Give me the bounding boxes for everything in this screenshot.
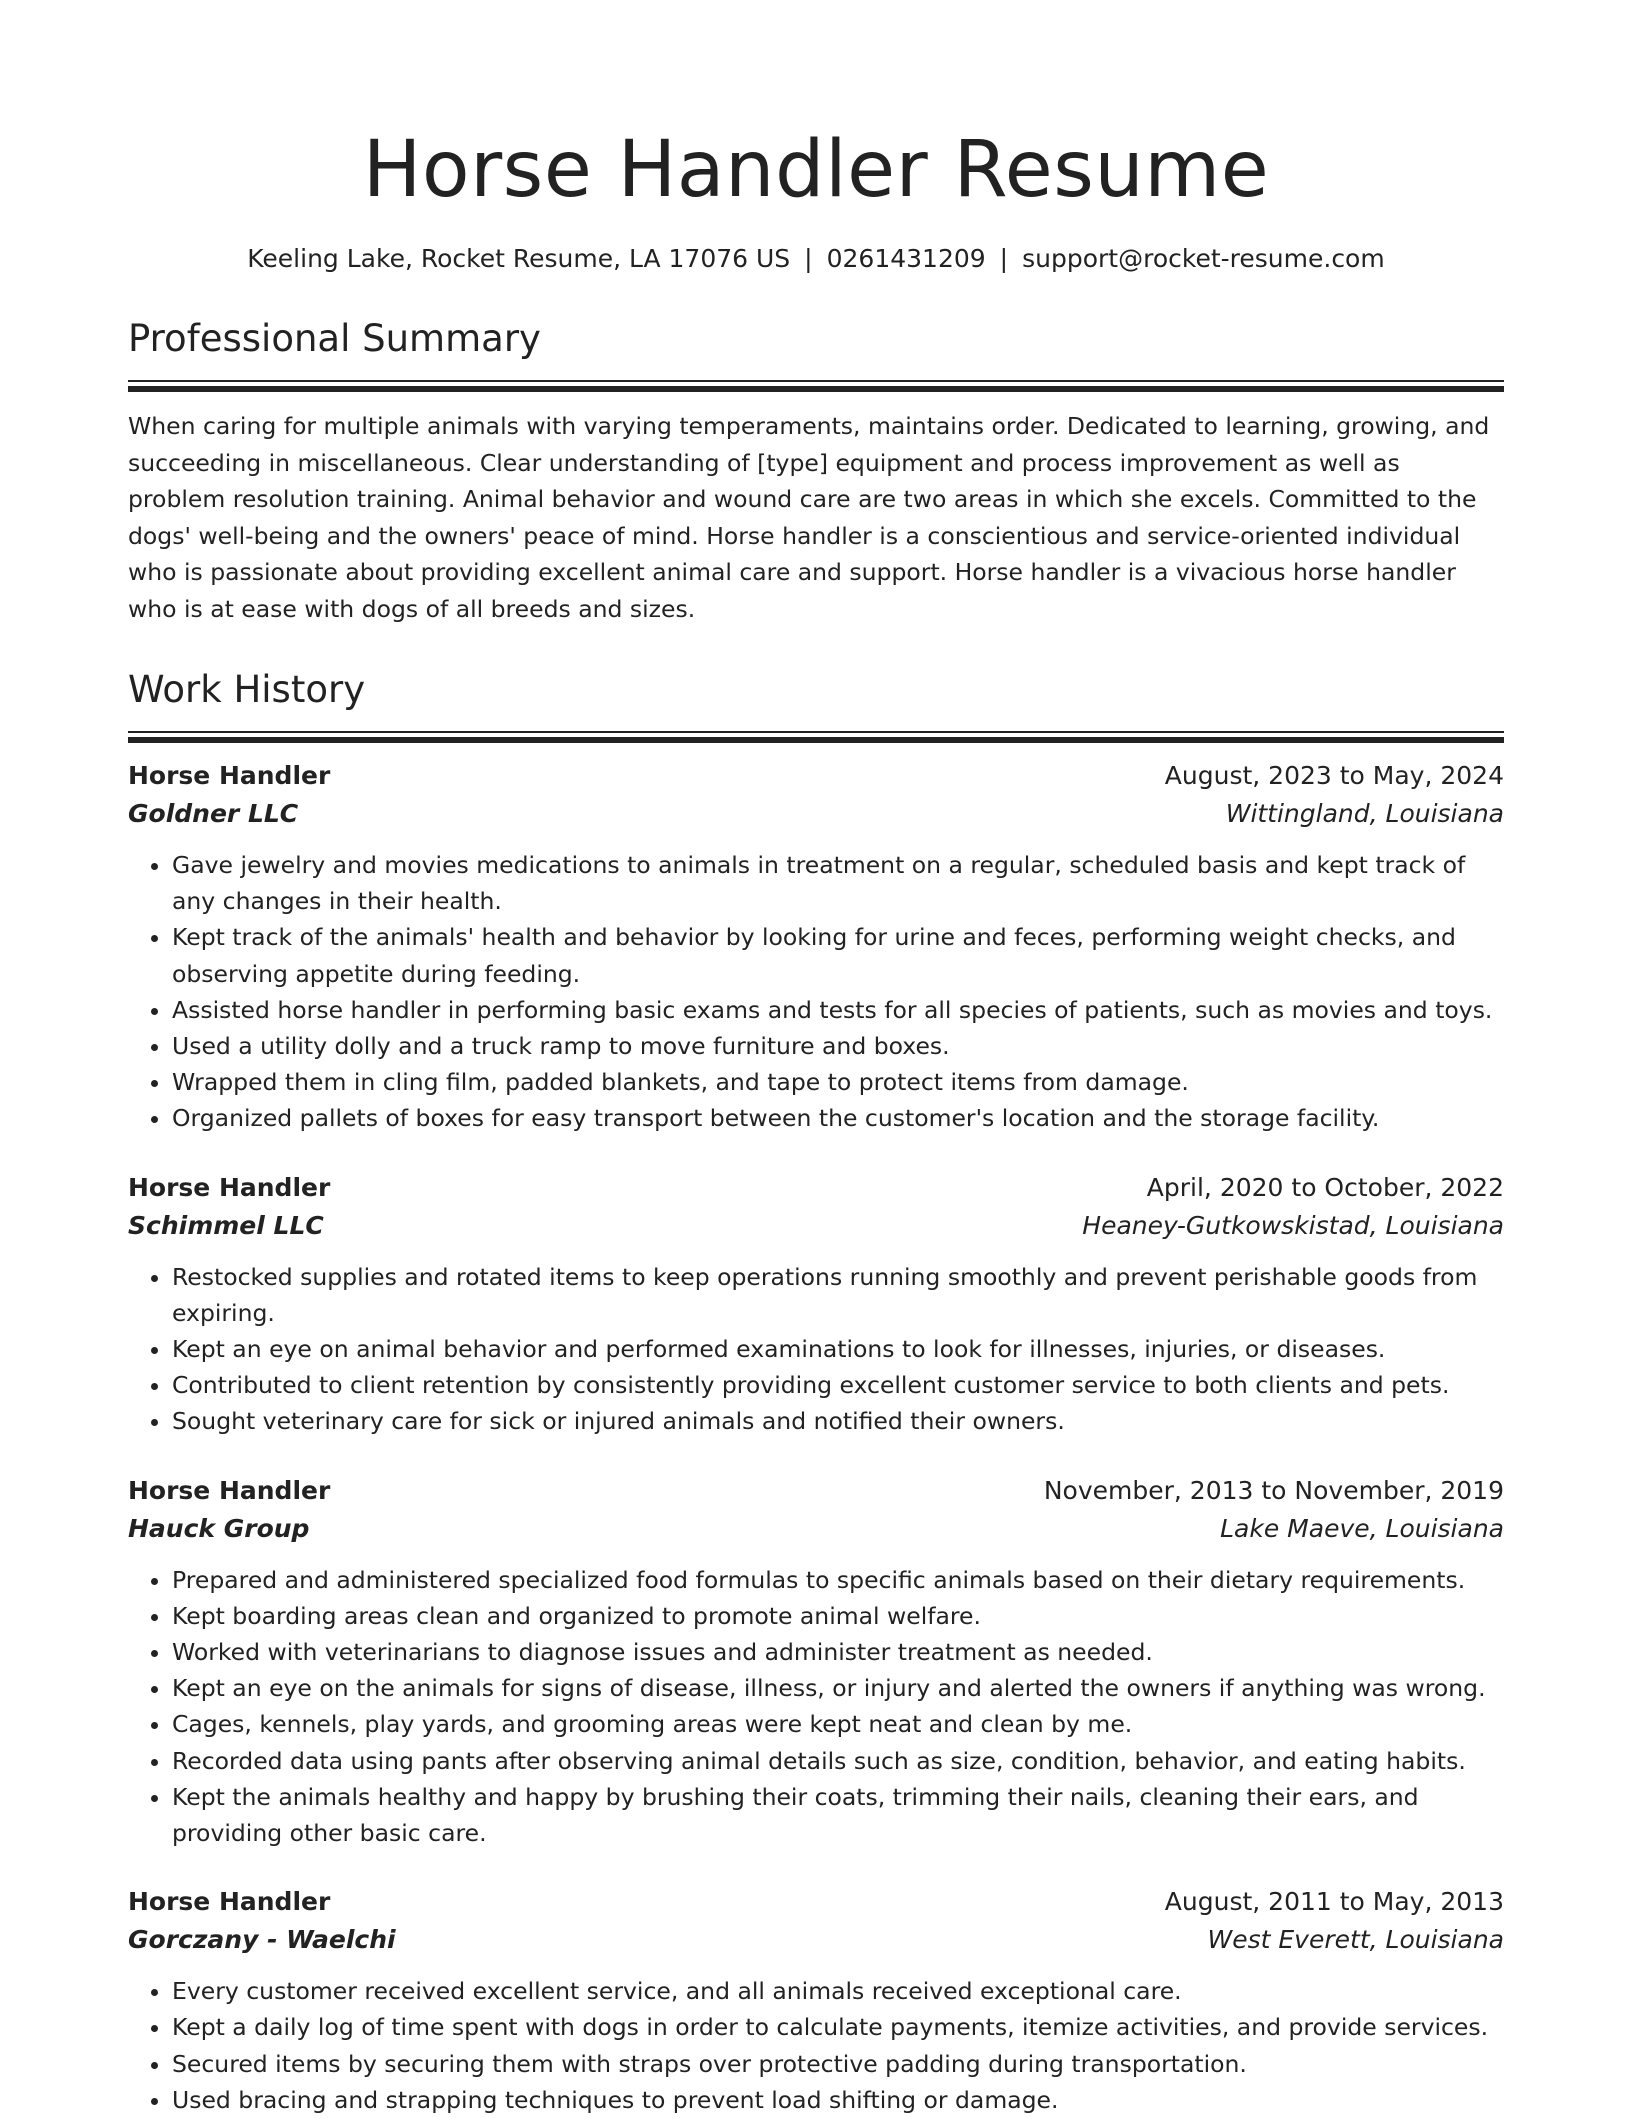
job-bullet-list xyxy=(128,1259,1504,1440)
job-title: Horse Handler xyxy=(128,761,331,790)
job-bullet-list xyxy=(128,847,1504,1137)
summary-text: When caring for multiple animals with varying temperaments, maintains order. Dedicated to learning, growing, and succeeding in miscellaneous. Clear understanding of [type] equipment and process improvement as well as problem resolution training. Animal behavior and wound care are two areas in which she excels. Committed to the dogs' well-being and the owners' peace of mind. Horse handler is a conscientious and service-oriented individual who is passionate about providing excellent animal care and support. Horse handler is a vivacious horse handler who is at ease with dogs of all breeds and sizes. xyxy=(128,412,1490,623)
job-dates: August, 2023 to May, 2024 xyxy=(1164,761,1504,790)
job-bullet: • Assisted horse handler in performing basic exams and tests for all species of patients, such as movies and toys. xyxy=(172,992,1504,1028)
job-company-row xyxy=(128,795,1504,833)
job-entry xyxy=(128,757,1504,1137)
job-bullet: • Kept an eye on animal behavior and performed examinations to look for illnesses, injuries, or diseases. xyxy=(172,1331,1504,1367)
job-bullet: • Prepared and administered specialized food formulas to specific animals based on their dietary requirements. xyxy=(172,1562,1504,1598)
job-title-row xyxy=(128,1883,1504,1921)
job-dates: August, 2011 to May, 2013 xyxy=(1164,1887,1504,1917)
contact-email: support@rocket-resume.com xyxy=(1022,244,1385,273)
contact-line xyxy=(128,242,1504,276)
summary-heading: Professional Summary xyxy=(128,317,541,360)
job-company: Schimmel LLC xyxy=(128,1210,324,1240)
job-bullet: • Every customer received excellent service, and all animals received exceptional care. xyxy=(172,1973,1504,2009)
job-bullet: • Contributed to client retention by consistently providing excellent customer service to both clients and pets. xyxy=(172,1367,1504,1403)
job-bullet: • Kept the animals healthy and happy by brushing their coats, trimming their nails, cleaning their ears, and providing other basic care. xyxy=(172,1779,1504,1851)
job-bullet: • Gave jewelry and movies medications to animals in treatment on a regular, scheduled basis and kept track of any changes in their health. xyxy=(172,847,1504,919)
job-title: Horse Handler xyxy=(128,1887,331,1917)
job-bullet-list xyxy=(128,1973,1504,2118)
job-bullet: • Restocked supplies and rotated items to keep operations running smoothly and prevent perishable goods from expiring. xyxy=(172,1259,1504,1331)
contact-separator: | xyxy=(999,244,1009,273)
job-company: Gorczany - Waelchi xyxy=(128,1925,396,1955)
job-bullet: • Recorded data using pants after observing animal details such as size, condition, behavior, and eating habits. xyxy=(172,1743,1504,1779)
job-title: Horse Handler xyxy=(128,1475,331,1505)
job-location: Heaney-Gutkowskistad, Louisiana xyxy=(1082,1210,1504,1240)
job-bullet: • Used bracing and strapping techniques to prevent load shifting or damage. xyxy=(172,2082,1504,2118)
job-entry xyxy=(128,1169,1504,1440)
contact-separator: | xyxy=(804,244,813,273)
job-entry xyxy=(128,1472,1504,1852)
job-bullet: • Sought veterinary care for sick or injured animals and notified their owners. xyxy=(172,1403,1504,1439)
job-bullet: • Cages, kennels, play yards, and grooming areas were kept neat and clean by me. xyxy=(172,1706,1504,1742)
job-company: Goldner LLC xyxy=(128,799,299,828)
job-bullet: • Used a utility dolly and a truck ramp to move furniture and boxes. xyxy=(172,1028,1504,1064)
job-bullet-list xyxy=(128,1562,1504,1852)
job-title-row xyxy=(128,757,1504,795)
work-history-heading: Work History xyxy=(128,668,366,711)
job-dates: April, 2020 to October, 2022 xyxy=(1146,1172,1504,1202)
job-bullet: • Kept a daily log of time spent with dogs in order to calculate payments, itemize activities, and provide services. xyxy=(172,2009,1504,2045)
job-location: Wittingland, Louisiana xyxy=(1225,799,1504,828)
job-location: Lake Maeve, Louisiana xyxy=(1220,1513,1504,1543)
job-company-row xyxy=(128,1207,1504,1245)
section-divider xyxy=(128,731,1504,743)
contact-phone: 0261431209 xyxy=(826,244,986,273)
job-title-row xyxy=(128,1472,1504,1510)
contact-address: Keeling Lake, Rocket Resume, LA 17076 US xyxy=(247,244,791,273)
work-history-list xyxy=(128,757,1504,2118)
job-bullet: • Organized pallets of boxes for easy transport between the customer's location and the storage facility. xyxy=(172,1100,1504,1136)
job-bullet: • Secured items by securing them with straps over protective padding during transportation. xyxy=(172,2046,1504,2082)
job-dates: November, 2013 to November, 2019 xyxy=(1043,1475,1504,1505)
job-company-row xyxy=(128,1921,1504,1959)
job-entry xyxy=(128,1883,1504,2118)
job-bullet: • Wrapped them in cling film, padded blankets, and tape to protect items from damage. xyxy=(172,1064,1504,1100)
job-title: Horse Handler xyxy=(128,1172,331,1202)
job-bullet: • Kept boarding areas clean and organized to promote animal welfare. xyxy=(172,1598,1504,1634)
job-bullet: • Kept track of the animals' health and behavior by looking for urine and feces, performing weight checks, and observing appetite during feeding. xyxy=(172,919,1504,991)
job-company: Hauck Group xyxy=(128,1513,310,1543)
job-company-row xyxy=(128,1510,1504,1548)
job-title-row xyxy=(128,1169,1504,1207)
section-divider xyxy=(128,380,1504,392)
job-location: West Everett, Louisiana xyxy=(1207,1925,1504,1955)
resume-title: Horse Handler Resume xyxy=(362,125,1270,215)
job-bullet: • Kept an eye on the animals for signs of disease, illness, or injury and alerted the owners if anything was wrong. xyxy=(172,1670,1504,1706)
job-bullet: • Worked with veterinarians to diagnose issues and administer treatment as needed. xyxy=(172,1634,1504,1670)
